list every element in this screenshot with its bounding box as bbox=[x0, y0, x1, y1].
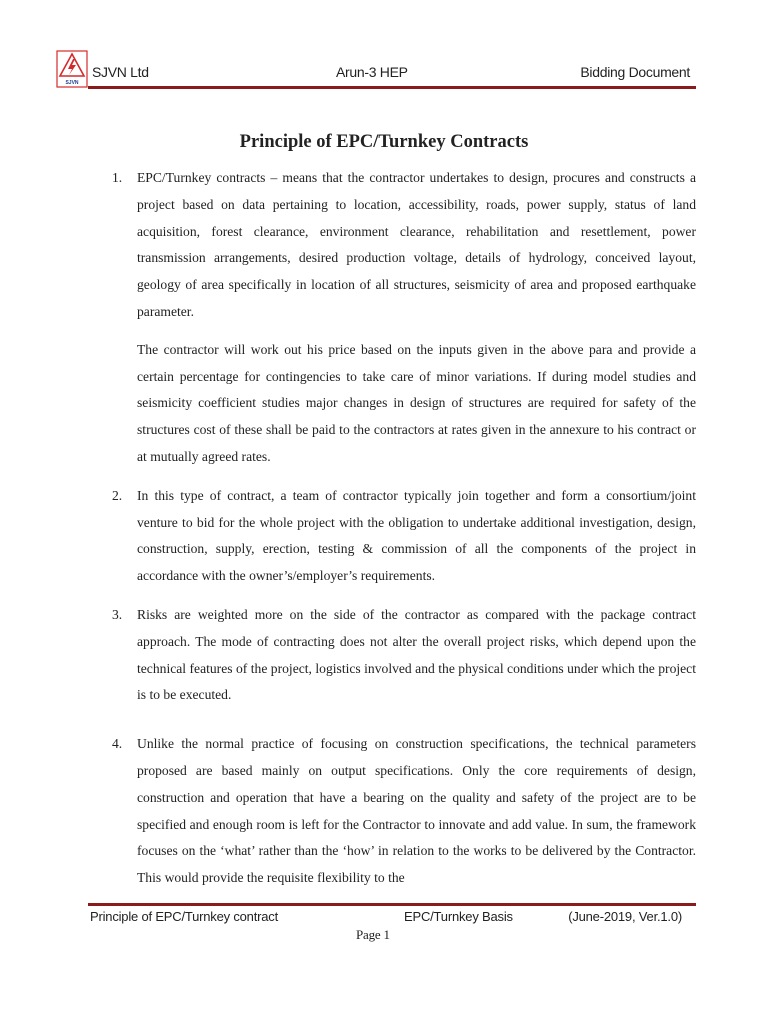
paragraph: The contractor will work out his price based on the inputs given in the above para and provide a certain percentage for contingencies to take care of minor variations. If during model studies and seismicity coefficient studies major changes in design of structures are required for safety of the structures cost of these shall be paid to the contractors at rates given in the annexure to his contract or at mutually agreed rates. bbox=[137, 341, 696, 464]
list-item-number: 1. bbox=[112, 170, 123, 185]
footer-version: (June-2019, Ver.1.0) bbox=[568, 909, 682, 924]
list-item bbox=[112, 165, 696, 471]
list-item-number: 3. bbox=[112, 606, 123, 622]
header-project: Arun-3 HEP bbox=[336, 64, 408, 80]
header-company: SJVN Ltd bbox=[92, 64, 149, 80]
paragraph: In this type of contract, a team of contractor typically join together and form a consortium/joint venture to bid for the whole project with the obligation to undertake additional investigation, design, construction, supply, erection, testing & commission of all the components of the project in accordance with the owner’s/employer’s requirements. bbox=[137, 487, 696, 584]
list-item bbox=[112, 483, 696, 590]
logo-text: SJVN bbox=[65, 80, 79, 86]
paragraph: Unlike the normal practice of focusing on construction specifications, the technical parameters proposed are based mainly on output specifications. Only the core requirements of design, construction and operation that have a bearing on the quality and safety of the project are to be specified and enough room is left for the Contractor to innovate and add value. In sum, the framework focuses on the ‘what’ rather than the ‘how’ in relation to the works to be delivered by the Contractor. This would provide the requisite flexibility to the bbox=[137, 736, 696, 886]
paragraph: Risks are weighted more on the side of the contractor as compared with the package contract approach. The mode of contracting does not alter the overall project risks, which depend upon the technical features of the project, logistics involved and the physical conditions under which the project is to be executed. bbox=[137, 606, 696, 703]
page-number: Page 1 bbox=[356, 927, 390, 942]
list-item-number: 2. bbox=[112, 487, 123, 503]
footer-rule bbox=[88, 903, 696, 906]
paragraph: EPC/Turnkey contracts – means that the contractor undertakes to design, procures and constructs a project based on data pertaining to location, accessibility, roads, power supply, status of land acquisition, forest clearance, environment clearance, rehabilitation and resettlement, power transmission arrangements, desired production voltage, details of hydrology, conceived layout, geology of area specifically in location of all structures, seismicity of area and proposed earthquake parameter. bbox=[137, 170, 696, 319]
footer-document-title: Principle of EPC/Turnkey contract bbox=[90, 909, 278, 924]
page-title: Principle of EPC/Turnkey Contracts bbox=[239, 132, 529, 152]
list-item bbox=[112, 602, 696, 709]
page-header bbox=[56, 50, 696, 90]
header-rule bbox=[88, 86, 696, 89]
list-item bbox=[112, 731, 696, 892]
footer-basis: EPC/Turnkey Basis bbox=[404, 909, 513, 924]
sjvn-logo bbox=[56, 50, 88, 88]
header-document-type: Bidding Document bbox=[580, 64, 690, 80]
page-footer bbox=[90, 908, 696, 948]
list-item-number: 4. bbox=[112, 736, 123, 752]
document-body bbox=[112, 165, 696, 904]
